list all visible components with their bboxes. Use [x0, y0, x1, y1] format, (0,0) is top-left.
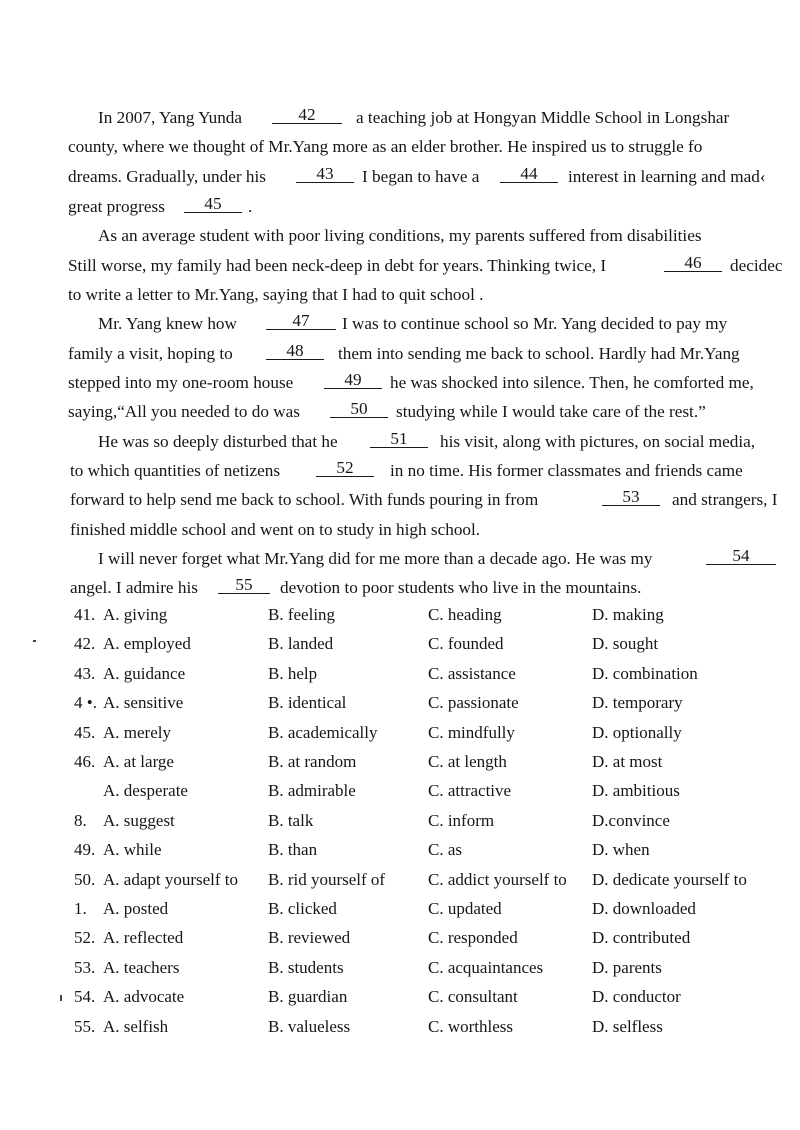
- blank-49: 49: [324, 371, 382, 389]
- option-d: D. ambitious: [592, 781, 680, 801]
- passage-text: a teaching job at Hongyan Middle School in Longshar: [356, 108, 730, 127]
- passage-text: dreams. Gradually, under his: [68, 167, 266, 186]
- question-number: 41.: [74, 605, 96, 624]
- option-b: B. talk: [268, 810, 314, 830]
- passage-text: saying,“All you needed to do was: [68, 402, 300, 421]
- passage-text: in no time. His former classmates and friends came: [390, 461, 743, 480]
- option-a: A. giving: [103, 605, 168, 624]
- option-d: D. conductor: [592, 987, 681, 1007]
- option-c: C. heading: [428, 605, 502, 624]
- option-row: [0, 603, 800, 632]
- option-b: B. reviewed: [268, 928, 351, 948]
- option-row: [0, 721, 800, 750]
- option-a: A. at large: [103, 752, 174, 771]
- question-number: 54.: [74, 987, 96, 1007]
- passage-text: forward to help send me back to school. With funds pouring in from: [70, 490, 539, 509]
- option-a: A. merely: [103, 722, 171, 742]
- question-number: 53.: [74, 957, 96, 977]
- question-number: 50.: [74, 869, 96, 889]
- option-a: A. advocate: [103, 987, 185, 1007]
- option-d: D. making: [592, 605, 664, 624]
- blank-55: 55: [218, 576, 270, 594]
- option-c: C. assistance: [428, 663, 516, 683]
- option-c: C. founded: [428, 634, 504, 654]
- blank-51: 51: [370, 430, 428, 448]
- blank-47: 47: [266, 312, 336, 330]
- option-row: [0, 1015, 800, 1044]
- passage-text: Still worse, my family had been neck-deep in debt for years. Thinking twice, I: [68, 256, 607, 275]
- option-b: B. feeling: [268, 605, 336, 624]
- option-a: A. selfish: [103, 1016, 169, 1036]
- passage-text: to which quantities of netizens: [70, 461, 281, 480]
- option-d: D. combination: [592, 663, 698, 683]
- option-row: [0, 868, 800, 897]
- option-c: C. addict yourself to: [428, 869, 567, 889]
- blank-45: 45: [184, 195, 242, 213]
- option-row: [0, 897, 800, 926]
- option-row: [0, 662, 800, 691]
- option-row: [0, 632, 800, 661]
- option-a: A. teachers: [103, 957, 180, 977]
- option-a: A. guidance: [103, 663, 186, 683]
- option-a: A. reflected: [103, 928, 184, 948]
- option-c: C. responded: [428, 928, 518, 948]
- blank-50: 50: [330, 400, 388, 418]
- blank-44: 44: [500, 165, 558, 183]
- passage-text: finished middle school and went on to study in high school.: [70, 520, 481, 539]
- passage-text: family a visit, hoping to: [68, 344, 233, 363]
- option-a: A. suggest: [103, 810, 175, 830]
- option-c: C. at length: [428, 752, 507, 771]
- option-a: A. while: [103, 840, 162, 860]
- blank-46: 46: [664, 254, 722, 272]
- question-number: 43.: [74, 663, 96, 683]
- question-number: 8.: [74, 810, 87, 830]
- passage-text: his visit, along with pictures, on social media,: [440, 432, 756, 451]
- option-c: C. consultant: [428, 987, 518, 1007]
- option-row: [0, 985, 800, 1014]
- passage-text: stepped into my one-room house: [68, 373, 294, 392]
- passage-text: them into sending me back to school. Hardly had Mr.Yang: [338, 344, 740, 363]
- option-a: A. sensitive: [103, 693, 184, 713]
- passage-text: I will never forget what Mr.Yang did for me more than a decade ago. He was my: [98, 549, 653, 568]
- question-number: 1.: [74, 899, 87, 918]
- passage-text: to write a letter to Mr.Yang, saying that I had to quit school .: [68, 285, 484, 304]
- question-number: 42.: [74, 634, 96, 654]
- option-b: B. than: [268, 840, 318, 860]
- option-c: C. acquaintances: [428, 957, 544, 977]
- option-c: C. as: [428, 840, 462, 860]
- option-c: C. updated: [428, 899, 502, 918]
- passage-text: He was so deeply disturbed that he: [98, 432, 338, 451]
- passage-text: he was shocked into silence. Then, he comforted me,: [390, 373, 754, 392]
- option-row: [0, 926, 800, 955]
- question-number: 4 •.: [74, 693, 97, 713]
- option-row: [0, 809, 800, 838]
- option-b: B. academically: [268, 722, 378, 742]
- passage-text: I began to have a: [362, 167, 480, 186]
- scan-speck: [33, 640, 36, 642]
- passage-text: angel. I admire his: [70, 578, 198, 597]
- option-d: D.convince: [592, 810, 670, 830]
- passage-text: county, where we thought of Mr.Yang more as an elder brother. He inspired us to struggle fo: [68, 137, 703, 156]
- option-c: C. mindfully: [428, 722, 515, 742]
- question-number: 45.: [74, 722, 96, 742]
- passage-text: great progress: [68, 197, 165, 216]
- blank-48: 48: [266, 342, 324, 360]
- option-b: B. identical: [268, 693, 347, 713]
- passage-text: and strangers, I: [672, 490, 778, 509]
- passage-text: As an average student with poor living conditions, my parents suffered from disabilities: [98, 226, 702, 245]
- passage-text: .: [248, 197, 253, 216]
- option-row: [0, 779, 800, 808]
- option-b: B. students: [268, 957, 344, 977]
- option-a: A. posted: [103, 899, 169, 918]
- option-row: [0, 750, 800, 779]
- question-number: 49.: [74, 840, 96, 860]
- option-d: D. parents: [592, 957, 662, 977]
- option-b: B. guardian: [268, 987, 348, 1007]
- option-b: B. rid yourself of: [268, 869, 386, 889]
- option-c: C. worthless: [428, 1016, 513, 1036]
- question-number: 55.: [74, 1016, 96, 1036]
- option-row: [0, 956, 800, 985]
- passage-text: devotion to poor students who live in the mountains.: [280, 578, 642, 597]
- option-c: C. passionate: [428, 693, 519, 713]
- blank-42: 42: [272, 106, 342, 124]
- option-d: D. sought: [592, 634, 659, 654]
- blank-53: 53: [602, 488, 660, 506]
- option-row: [0, 838, 800, 867]
- option-b: B. help: [268, 663, 318, 683]
- option-a: A. employed: [103, 634, 191, 654]
- passage-text: interest in learning and mad‹: [568, 167, 766, 186]
- passage-text: In 2007, Yang Yunda: [98, 108, 243, 127]
- option-d: D. selfless: [592, 1016, 663, 1036]
- option-a: A. desperate: [103, 781, 188, 801]
- option-b: B. valueless: [268, 1016, 351, 1036]
- option-b: B. landed: [268, 634, 334, 654]
- option-d: D. contributed: [592, 928, 691, 948]
- passage-text: decidec: [730, 256, 783, 275]
- passage-text: studying while I would take care of the rest.”: [396, 402, 706, 421]
- option-d: D. dedicate yourself to: [592, 869, 747, 889]
- option-a: A. adapt yourself to: [103, 869, 239, 889]
- blank-54: 54: [706, 547, 776, 565]
- option-b: B. clicked: [268, 899, 337, 918]
- scan-speck: [60, 995, 62, 1001]
- option-b: B. admirable: [268, 781, 356, 801]
- option-d: D. downloaded: [592, 899, 696, 918]
- question-number: 52.: [74, 928, 96, 948]
- option-d: D. temporary: [592, 693, 683, 713]
- option-c: C. attractive: [428, 781, 512, 801]
- option-d: D. optionally: [592, 722, 682, 742]
- option-b: B. at random: [268, 752, 357, 771]
- passage-text: I was to continue school so Mr. Yang decided to pay my: [342, 314, 728, 333]
- option-row: [0, 691, 800, 720]
- blank-52: 52: [316, 459, 374, 477]
- option-c: C. inform: [428, 810, 495, 830]
- passage-text: Mr. Yang knew how: [98, 314, 237, 333]
- option-d: D. at most: [592, 752, 663, 771]
- question-number: 46.: [74, 752, 96, 771]
- blank-43: 43: [296, 165, 354, 183]
- option-d: D. when: [592, 840, 650, 860]
